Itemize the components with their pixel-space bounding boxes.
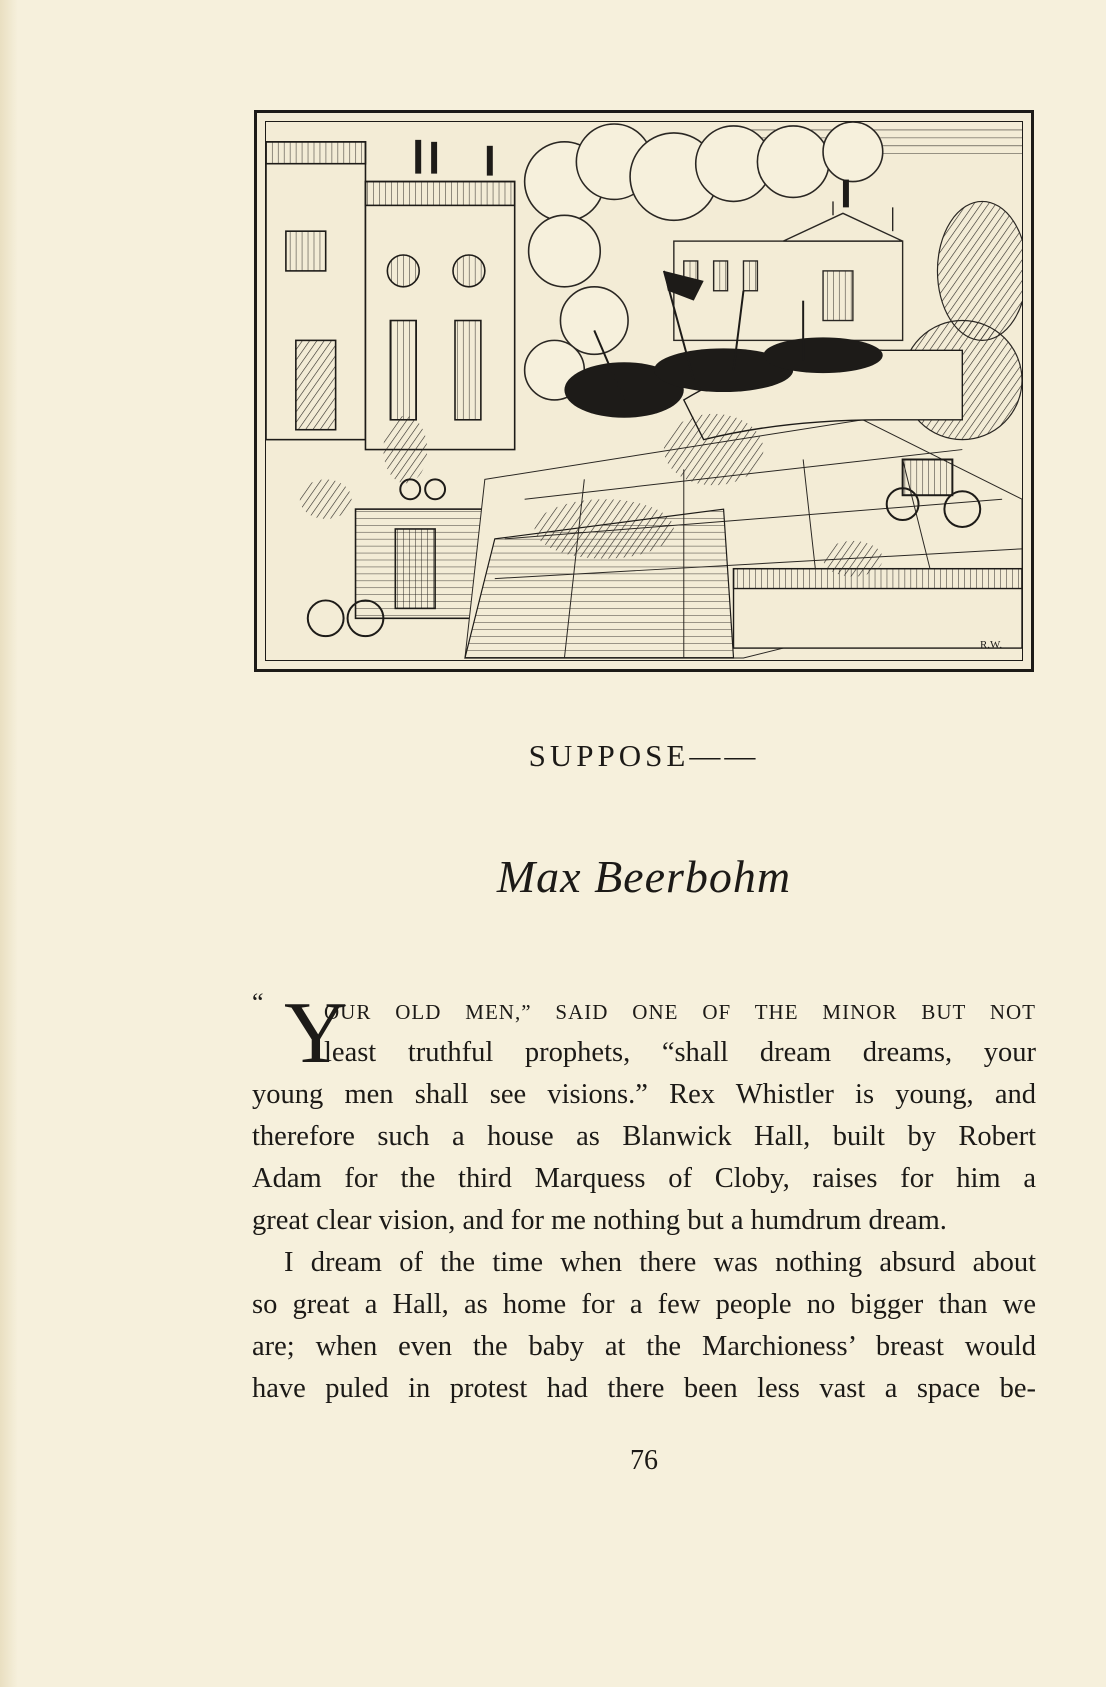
paragraph-2-line-1: I dream of the time when there was nothing absurd about <box>284 1247 1036 1278</box>
small-caps-opening: OUR OLD MEN,” SAID ONE OF THE MINOR BUT NOT <box>324 1000 1036 1024</box>
page-edge <box>0 0 18 1687</box>
body-text <box>252 985 1036 1410</box>
open-quote: “ <box>252 988 264 1017</box>
illustration-frame <box>265 121 1023 661</box>
paragraph-2-line-4: have puled in protest had there been less vast a space be- <box>252 1373 1036 1404</box>
paragraph-2-line-3: are; when even the baby at the Marchioness’ breast would <box>252 1331 1036 1362</box>
page-number: 76 <box>630 1445 658 1476</box>
paragraph-1-line-5: Adam for the third Marquess of Cloby, raises for him a <box>252 1163 1036 1194</box>
paragraph-2-line-2: so great a Hall, as home for a few people no bigger than we <box>252 1289 1036 1320</box>
illustration <box>254 110 1034 672</box>
paragraph-1-line-4: therefore such a house as Blanwick Hall, built by Robert <box>252 1121 1036 1152</box>
author-name: Max Beerbohm <box>496 851 792 902</box>
chapter-title: SUPPOSE—— <box>528 738 760 773</box>
paragraph-1-line-6: great clear vision, and for me nothing but a humdrum dream. <box>252 1205 947 1236</box>
paragraph-1-line-3: young men shall see visions.” Rex Whistler is young, and <box>252 1079 1036 1110</box>
illustration-signature: R.W. <box>980 639 1003 652</box>
drop-cap: Y <box>284 985 348 1082</box>
riot-engraving <box>266 122 1022 660</box>
paragraph-1-line-2: least truthful prophets, “shall dream dreams, your <box>324 1037 1036 1068</box>
